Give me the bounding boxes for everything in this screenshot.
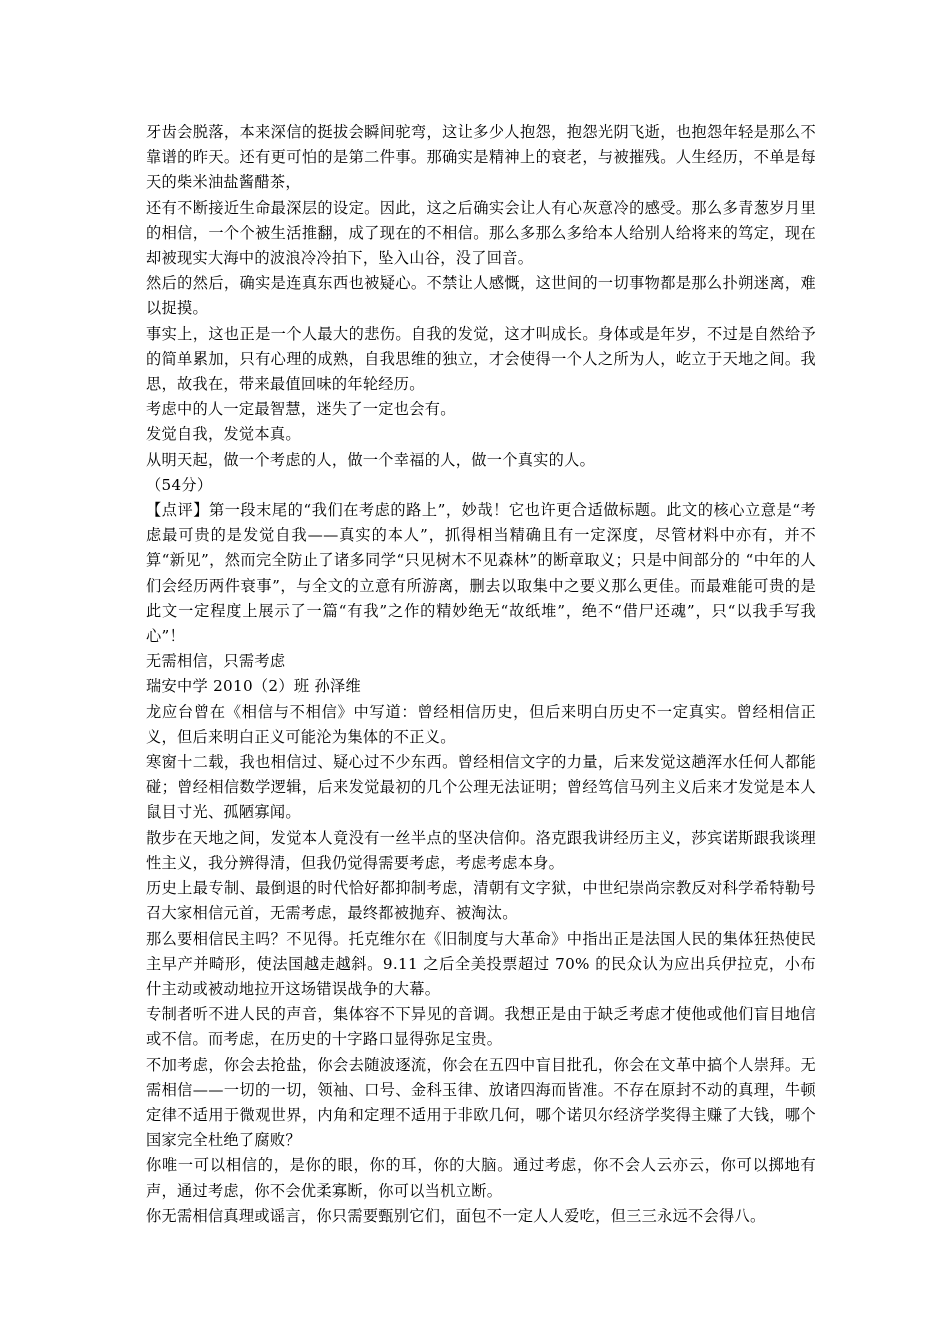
- paragraph: 专制者听不进人民的声音，集体容不下异见的音调。我想正是由于缺乏考虑才使他或他们盲目地信或不信。而考虑，在历史的十字路口显得弥足宝贵。: [146, 1005, 816, 1049]
- paragraph: 寒窗十二载，我也相信过、疑心过不少东西。曾经相信文字的力量，后来发觉这趟浑水任何人都能碰；曾经相信数学逻辑，后来发觉最初的几个公理无法证明；曾经笃信马列主义后来才发觉是本人鼠目寸光、孤陋寡闻。: [146, 753, 816, 822]
- paragraph: 发觉自我，发觉本真。: [146, 425, 301, 444]
- commentary-paragraph: 【点评】第一段末尾的“我们在考虑的路上”，妙哉！它也许更合适做标题。此文的核心立意是“考虑最可贵的是发觉自我——真实的本人”，抓得相当精确且有一定深度，尽管材料中亦有，并不算“新见”，然而完全防止了诸多同学“只见树木不见森林”的断章取义；只是中间部分的 “中年的人们会经历两件衰事”，与全文的立意有所游离，删去以取集中之要义那么更佳。而最难能可贵的是此文一定程度上展示了一篇“有我”之作的精妙绝无“故纸堆”，绝不“借尸还魂”，只“以我手写我心”！: [146, 501, 816, 646]
- paragraph: 牙齿会脱落，本来深信的挺拔会瞬间驼弯，这让多少人抱怨，抱怨光阴飞逝，也抱怨年轻是那么不靠谱的昨天。还有更可怕的是第二件事。那确实是精神上的衰老，与被摧残。人生经历，不单是每天的柴米油盐酱醋茶，: [146, 123, 816, 192]
- document-body: [146, 120, 816, 1229]
- score-line: （54分）: [146, 475, 213, 494]
- paragraph: 那么要相信民主吗？不见得。托克维尔在《旧制度与大革命》中指出正是法国人民的集体狂热使民主早产并畸形，使法国越走越斜。9.11 之后全美投票超过 70% 的民众认为应出兵伊拉克，小布什主动或被动地拉开这场错误战争的大幕。: [146, 929, 816, 998]
- paragraph: 事实上，这也正是一个人最大的悲伤。自我的发觉，这才叫成长。身体或是年岁，不过是自然给予的简单累加，只有心理的成熟，自我思维的独立，才会使得一个人之所为人，屹立于天地之间。我思，故我在，带来最值回味的年轮经历。: [146, 324, 816, 394]
- paragraph: 你无需相信真理或谣言，你只需要甄别它们，面包不一定人人爱吃，但三三永远不会得八。: [146, 1206, 766, 1225]
- paragraph: 不加考虑，你会去抢盐，你会去随波逐流，你会在五四中盲目批孔，你会在文革中搞个人崇拜。无需相信——一切的一切，领袖、口号、金科玉律、放诸四海而皆准。不存在原封不动的真理，牛顿定律不适用于微观世界，内角和定理不适用于非欧几何，哪个诺贝尔经济学奖得主赚了大钱，哪个国家完全杜绝了腐败？: [146, 1055, 816, 1150]
- paragraph: 考虑中的人一定最智慧，迷失了一定也会有。: [146, 400, 456, 419]
- paragraph: 然后的然后，确实是连真东西也被疑心。不禁让人感慨，这世间的一切事物都是那么扑朔迷离，难以捉摸。: [146, 274, 816, 318]
- essay-title: 无需相信，只需考虑: [146, 652, 286, 671]
- paragraph: 从明天起，做一个考虑的人，做一个幸福的人，做一个真实的人。: [146, 450, 596, 469]
- paragraph: 龙应台曾在《相信与不相信》中写道：曾经相信历史，但后来明白历史不一定真实。曾经相信正义，但后来明白正义可能沦为集体的不正义。: [146, 702, 816, 746]
- author-line: 瑞安中学 2010（2）班 孙泽维: [146, 677, 361, 696]
- paragraph: 历史上最专制、最倒退的时代恰好都抑制考虑，清朝有文字狱，中世纪崇尚宗教反对科学希特勒号召大家相信元首，无需考虑，最终都被抛弃、被淘汰。: [146, 879, 816, 923]
- paragraph: 还有不断接近生命最深层的设定。因此，这之后确实会让人有心灰意冷的感受。那么多青葱岁月里的相信，一个个被生活推翻，成了现在的不相信。那么多那么多给本人给别人给将来的笃定，现在却被现实大海中的波浪冷冷拍下，坠入山谷，没了回音。: [146, 198, 816, 268]
- paragraph: 散步在天地之间，发觉本人竟没有一丝半点的坚决信仰。洛克跟我讲经历主义，莎宾诺斯跟我谈理性主义，我分辨得清，但我仍觉得需要考虑，考虑考虑本身。: [146, 828, 816, 872]
- paragraph: 你唯一可以相信的，是你的眼，你的耳，你的大脑。通过考虑，你不会人云亦云，你可以掷地有声，通过考虑，你不会优柔寡断，你可以当机立断。: [146, 1156, 816, 1200]
